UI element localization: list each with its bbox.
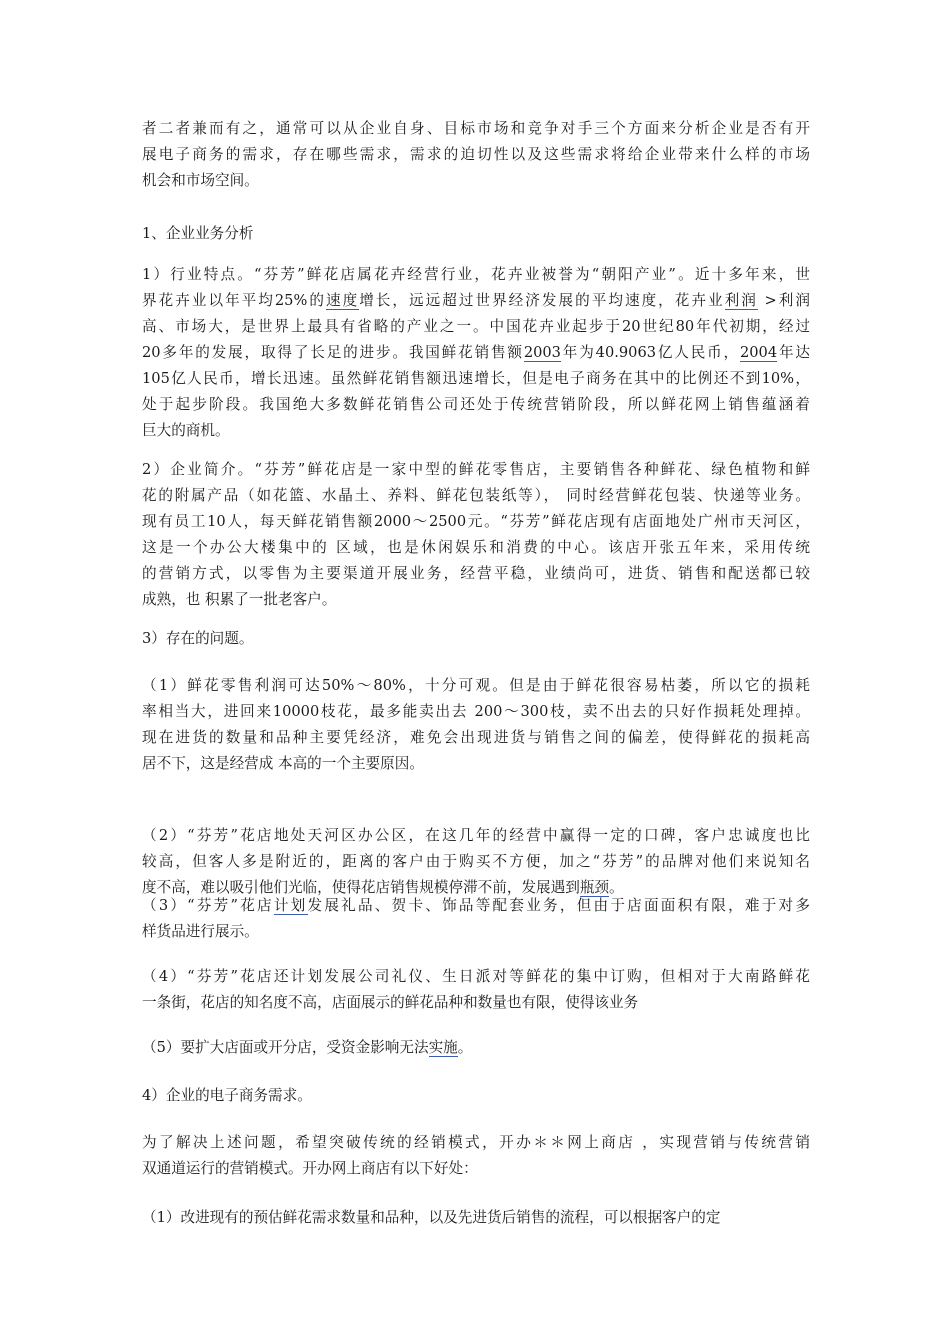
text-line — [142, 142, 810, 168]
text-run: 3）存在的问题。 — [142, 630, 254, 647]
text-run: 样货品进行展示。 — [142, 923, 259, 940]
text-line — [142, 699, 810, 725]
paragraph — [142, 964, 810, 1016]
paragraph — [142, 893, 810, 945]
text-run: 展电子商务的需求，存在哪些需求，需求的迫切性以及这些需求将给企业带来什么样的市场 — [142, 146, 810, 163]
text-run: （4）“芬芳”花店还计划发展公司礼仪、生日派对等鲜花的集中订购，但相对于大南路鲜花 — [142, 968, 810, 985]
paragraph — [142, 1205, 810, 1231]
paragraph — [142, 673, 810, 777]
text-line — [142, 340, 810, 366]
text-line — [142, 366, 810, 392]
paragraph — [142, 626, 810, 652]
hyperlink[interactable]: 2004 — [739, 344, 778, 361]
text-run: 花的附属产品（如花篮、水晶土、养料、鲜花包装纸等）， 同时经营鲜花包装、快递等业务。 — [142, 487, 810, 504]
text-run: 1）行业特点。“芬芳”鲜花店属花卉经营行业，花卉业被誉为“朝阳产业”。近十多年来，世 — [142, 266, 810, 283]
text-line — [142, 1156, 810, 1182]
text-line — [142, 392, 810, 418]
paragraph — [142, 116, 810, 194]
paragraph — [142, 823, 810, 901]
text-run: 年为40.9063亿人民币， — [560, 344, 740, 361]
text-run: （2）“芬芳”花店地处天河区办公区，在这几年的经营中赢得一定的口碑，客户忠诚度也比 — [142, 827, 810, 844]
text-line — [142, 288, 810, 314]
hyperlink[interactable]: 计划 — [273, 897, 308, 914]
text-run: 年达 — [777, 344, 810, 361]
text-line — [142, 626, 810, 652]
paragraph — [142, 262, 810, 444]
hyperlink[interactable]: 速度 — [325, 292, 360, 309]
text-line — [142, 1205, 810, 1231]
text-line — [142, 561, 810, 587]
text-line — [142, 1130, 810, 1156]
text-line — [142, 1083, 810, 1109]
text-run: 巨大的商机。 — [142, 422, 230, 439]
text-line — [142, 483, 810, 509]
text-line — [142, 964, 810, 990]
text-run: 度不高，难以吸引他们光临，使得花店销售规模停滞不前，发展遇到 — [142, 879, 580, 896]
text-line — [142, 751, 810, 777]
text-run: 增长，远远超过世界经济发展的平均速度，花卉业 — [359, 292, 725, 309]
text-run: 。 — [457, 1039, 473, 1056]
text-line — [142, 823, 810, 849]
text-run: 现在进货的数量和品种主要凭经济，难免会出现进货与销售之间的偏差，使得鲜花的损耗高 — [142, 729, 810, 746]
paragraph — [142, 1130, 810, 1182]
text-line — [142, 168, 810, 194]
paragraph — [142, 457, 810, 613]
text-run: 居不下，这是经营成 本高的一个主要原因。 — [142, 755, 424, 772]
text-line — [142, 116, 810, 142]
paragraph — [142, 1035, 810, 1061]
text-run: （1）鲜花零售利润可达50%～80%，十分可观。但是由于鲜花很容易枯萎，所以它的损耗 — [142, 677, 810, 694]
text-line — [142, 509, 810, 535]
text-run: 现有员工10人，每天鲜花销售额2000～2500元。“芬芳”鲜花店现有店面地处广州市天河区， — [142, 513, 810, 530]
text-line — [142, 457, 810, 483]
text-line — [142, 535, 810, 561]
text-line — [142, 314, 810, 340]
text-line — [142, 725, 810, 751]
text-run: 率相当大，进回来10000枝花，最多能卖出去 200～300枝，卖不出去的只好作损耗处理掉。 — [142, 703, 810, 720]
text-run: 。 — [609, 879, 624, 896]
text-run: 1、企业业务分析 — [142, 225, 254, 242]
text-run: 2）企业简介。“芬芳”鲜花店是一家中型的鲜花零售店，主要销售各种鲜花、绿色植物和鲜 — [142, 461, 810, 478]
text-run: 较高，但客人多是附近的，距离的客户由于购买不方便，加之“芬芳”的品牌对他们来说知名 — [142, 853, 810, 870]
text-run: 20多年的发展，取得了长足的进步。我国鲜花销售额 — [142, 344, 524, 361]
text-line — [142, 418, 810, 444]
paragraph — [142, 221, 810, 247]
hyperlink[interactable]: 2003 — [523, 344, 561, 361]
hyperlink[interactable]: 利润 — [724, 292, 758, 309]
text-run: （5）要扩大店面或开分店，受资金影响无法 — [142, 1039, 429, 1056]
text-run: 界花卉业以年平均25%的 — [142, 292, 326, 309]
text-run: 为了解决上述问题，希望突破传统的经销模式，开办＊＊网上商店 ，实现营销与传统营销 — [142, 1134, 810, 1151]
text-run: 机会和市场空间。 — [142, 172, 259, 189]
text-run: 处于起步阶段。我国绝大多数鲜花销售公司还处于传统营销阶段，所以鲜花网上销售蕴涵着 — [142, 396, 810, 413]
hyperlink[interactable]: 实施 — [428, 1039, 458, 1056]
text-run: 双通道运行的营销模式。开办网上商店有以下好处： — [142, 1160, 478, 1177]
text-run: 4）企业的电子商务需求。 — [142, 1087, 312, 1104]
text-run: 的营销方式，以零售为主要渠道开展业务，经营平稳，业绩尚可，进货、销售和配送都已较 — [142, 565, 810, 582]
text-run: 成熟，也 积累了一批老客户。 — [142, 591, 337, 608]
text-run: >利润 — [757, 292, 810, 309]
text-run: （1）改进现有的预估鲜花需求数量和品种，以及先进货后销售的流程，可以根据客户的定 — [142, 1209, 721, 1226]
text-line — [142, 919, 810, 945]
text-run: 高、市场大，是世界上最具有省略的产业之一。中国花卉业起步于20世纪80年代初期，经过 — [142, 318, 810, 335]
text-run: 发展礼品、贺卡、饰品等配套业务，但由于店面面积有限，难于对多 — [307, 897, 810, 914]
text-line — [142, 673, 810, 699]
paragraph — [142, 1083, 810, 1109]
text-line — [142, 262, 810, 288]
text-line — [142, 849, 810, 875]
text-line — [142, 1035, 810, 1061]
text-run: （3）“芬芳”花店 — [142, 897, 274, 914]
text-line — [142, 221, 810, 247]
text-line — [142, 893, 810, 919]
hyperlink[interactable]: 瓶颈 — [579, 879, 610, 896]
text-line — [142, 587, 810, 613]
text-run: 者二者兼而有之，通常可以从企业自身、目标市场和竞争对手三个方面来分析企业是否有开 — [142, 120, 810, 137]
text-run: 这是一个办公大楼集中的 区域，也是休闲娱乐和消费的中心。该店开张五年来，采用传统 — [142, 539, 810, 556]
text-line — [142, 990, 810, 1016]
text-run: 一条街，花店的知名度不高，店面展示的鲜花品种和数量也有限，使得该业务 — [142, 994, 639, 1011]
text-run: 105亿人民币，增长迅速。虽然鲜花销售额迅速增长，但是电子商务在其中的比例还不到10%， — [142, 370, 810, 387]
